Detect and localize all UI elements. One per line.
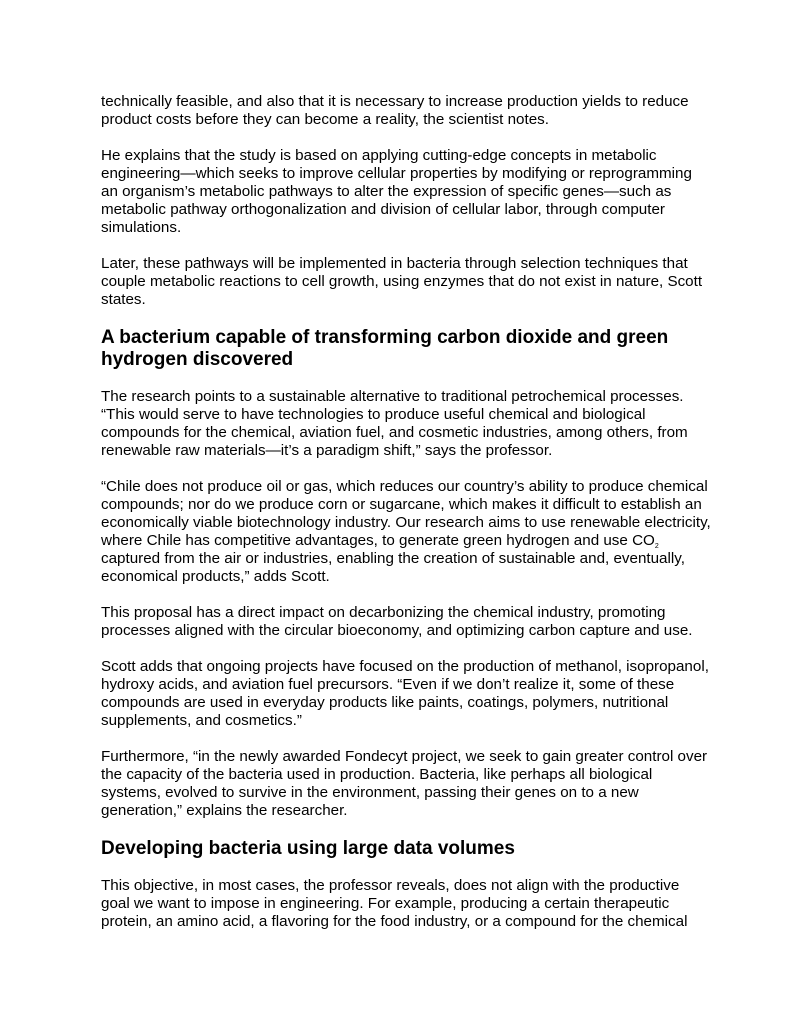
heading-bacterium-discovered: A bacterium capable of transforming carbon dioxide and green hydrogen discovered: [101, 327, 669, 370]
paragraph-metabolic-engineering: He explains that the study is based on applying cutting-edge concepts in metabolic engineering—which seeks to improve cellular properties by modifying or reprogramming an organism’s metabolic pathways to alter the expression of specific genes—such as metabolic pathway orthogonalization and division of cellular labor, through computer simulations.: [101, 147, 692, 236]
paragraph-objective: This objective, in most cases, the professor reveals, does not align with the productive goal we want to impose in engineering. For example, producing a certain therapeutic protein, an amino acid, a flavoring for the food industry, or a compound for the chemical: [101, 877, 688, 930]
paragraph-fondecyt: Furthermore, “in the newly awarded Fondecyt project, we seek to gain greater control over the capacity of the bacteria used in production. Bacteria, like perhaps all biological systems, evolved to survive in the environment, passing their genes on to a new generation,” explains the researcher.: [101, 748, 708, 819]
heading-large-data-volumes: Developing bacteria using large data volumes: [101, 838, 515, 859]
paragraph-ongoing-projects: Scott adds that ongoing projects have focused on the production of methanol, isopropanol, hydroxy acids, and aviation fuel precursors. “Even if we don’t realize it, some of these compounds are used in everyday products like paints, coatings, polymers, nutritional supplements, and cosmetics.”: [101, 658, 709, 729]
article-body: [101, 93, 711, 949]
paragraph-chile-text-after: captured from the air or industries, enabling the creation of sustainable and, eventually, economical products,” adds Scott.: [101, 550, 685, 585]
paragraph-chile: [101, 478, 711, 586]
paragraph-chile-text-before: “Chile does not produce oil or gas, which reduces our country’s ability to produce chemical compounds; nor do we produce corn or sugarcane, which makes it difficult to establish an economically viable biotechnology industry. Our research aims to use renewable electricity, where Chile has competitive advantages, to generate green hydrogen and use CO: [101, 478, 711, 549]
paragraph-sustainable-alternative: The research points to a sustainable alternative to traditional petrochemical processes. “This would serve to have technologies to produce useful chemical and biological compounds for the chemical, aviation fuel, and cosmetic industries, among others, from renewable raw materials—it’s a paradigm shift,” says the professor.: [101, 388, 688, 459]
co2-subscript: 2: [654, 543, 659, 550]
paragraph-pathways: Later, these pathways will be implemented in bacteria through selection techniques that couple metabolic reactions to cell growth, using enzymes that do not exist in nature, Scott states.: [101, 255, 703, 308]
paragraph-feasibility: technically feasible, and also that it is necessary to increase production yields to reduce product costs before they can become a reality, the scientist notes.: [101, 93, 689, 128]
paragraph-decarbonizing: This proposal has a direct impact on decarbonizing the chemical industry, promoting processes aligned with the circular bioeconomy, and optimizing carbon capture and use.: [101, 604, 693, 639]
